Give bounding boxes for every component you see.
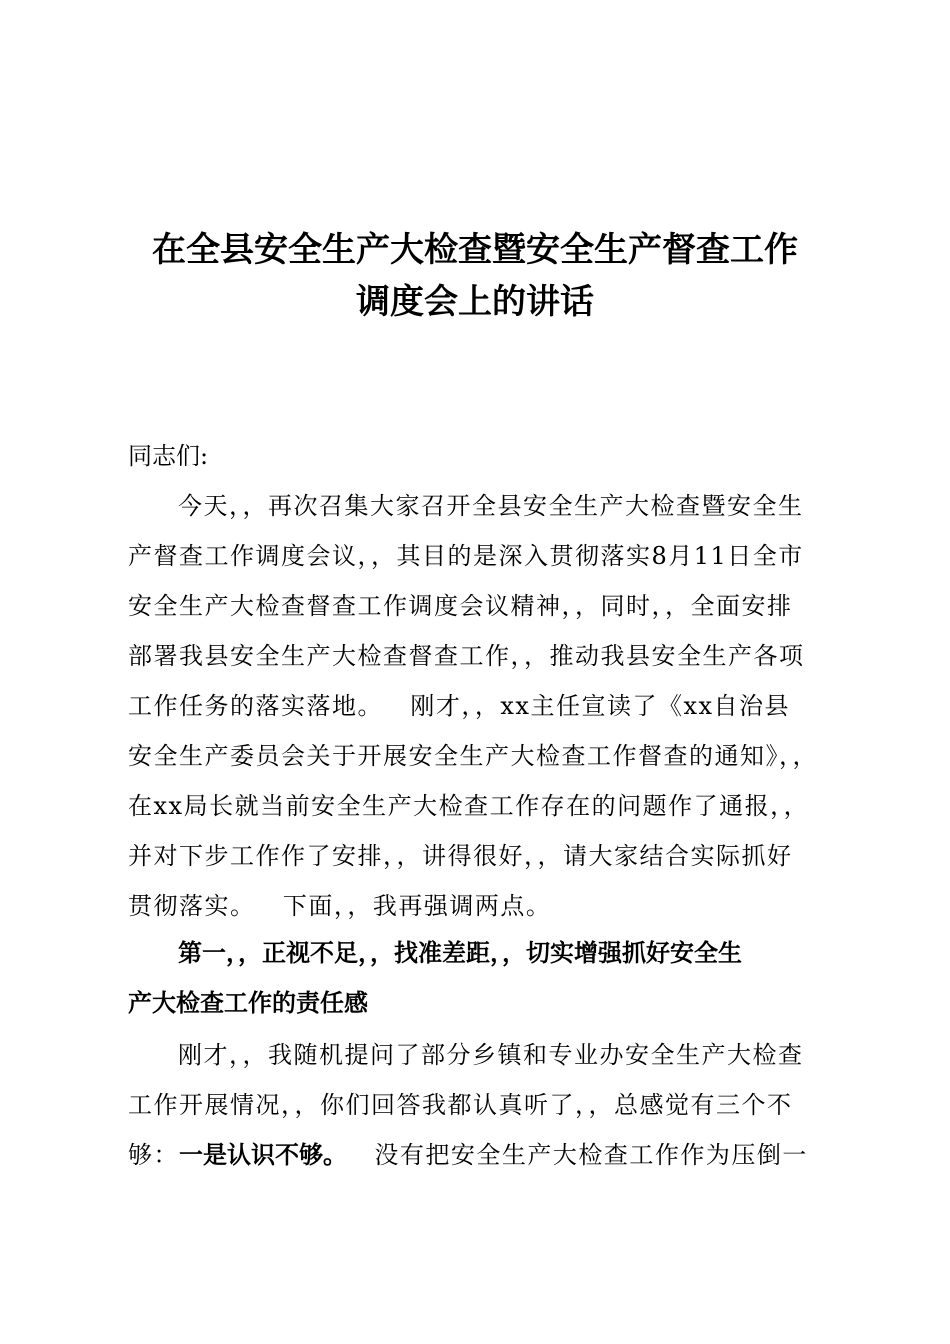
heading-line: 第一，，正视不足，，找准差距，，切实增强抓好安全生 xyxy=(178,939,742,967)
section-heading-1 xyxy=(128,928,838,1028)
paragraph-line: 部署我县安全生产大检查督查工作，，推动我县安全生产各项 xyxy=(128,642,805,670)
paragraph-text: 够： xyxy=(128,1141,179,1169)
paragraph-line: 安全生产大检查督查工作调度会议精神，，同时，，全面安排 xyxy=(128,592,793,620)
paragraph-2 xyxy=(128,1030,838,1180)
paragraph-line: 刚才，，我随机提问了部分乡镇和专业办安全生产大检查 xyxy=(178,1041,804,1069)
paragraph-1 xyxy=(128,481,838,931)
paragraph-line: 工作任务的落实落地。 刚才，，xx主任宣读了《xx自治县 xyxy=(128,692,791,720)
paragraph-line: 贯彻落实。 下面，，我再强调两点。 xyxy=(128,892,552,920)
paragraph-text: 没有把安全生产大检查工作作为压倒一 xyxy=(347,1141,808,1169)
document-title-line-2: 调度会上的讲话 xyxy=(356,282,594,322)
paragraph-line: 安全生产委员会关于开展安全生产大检查工作督查的通知》，， xyxy=(128,742,818,770)
paragraph-line: 在xx局长就当前安全生产大检查工作存在的问题作了通报，， xyxy=(128,792,810,820)
paragraph-line: 并对下步工作作了安排，，讲得很好，，请大家结合实际抓好 xyxy=(128,842,793,870)
paragraph-line: 今天，，再次召集大家召开全县安全生产大检查暨安全生 xyxy=(178,492,804,520)
document-title-line-1: 在全县安全生产大检查暨安全生产督查工作 xyxy=(152,230,798,270)
paragraph-line: 工作开展情况，，你们回答我都认真听了，，总感觉有三个不 xyxy=(128,1091,793,1119)
emphasis-text: 一是认识不够。 xyxy=(179,1141,347,1169)
salutation: 同志们: xyxy=(128,442,209,470)
paragraph-line-last xyxy=(128,1130,838,1180)
heading-line: 产大检查工作的责任感 xyxy=(128,989,368,1017)
paragraph-line: 产督查工作调度会议，，其目的是深入贯彻落实8月11日全市 xyxy=(128,542,804,570)
